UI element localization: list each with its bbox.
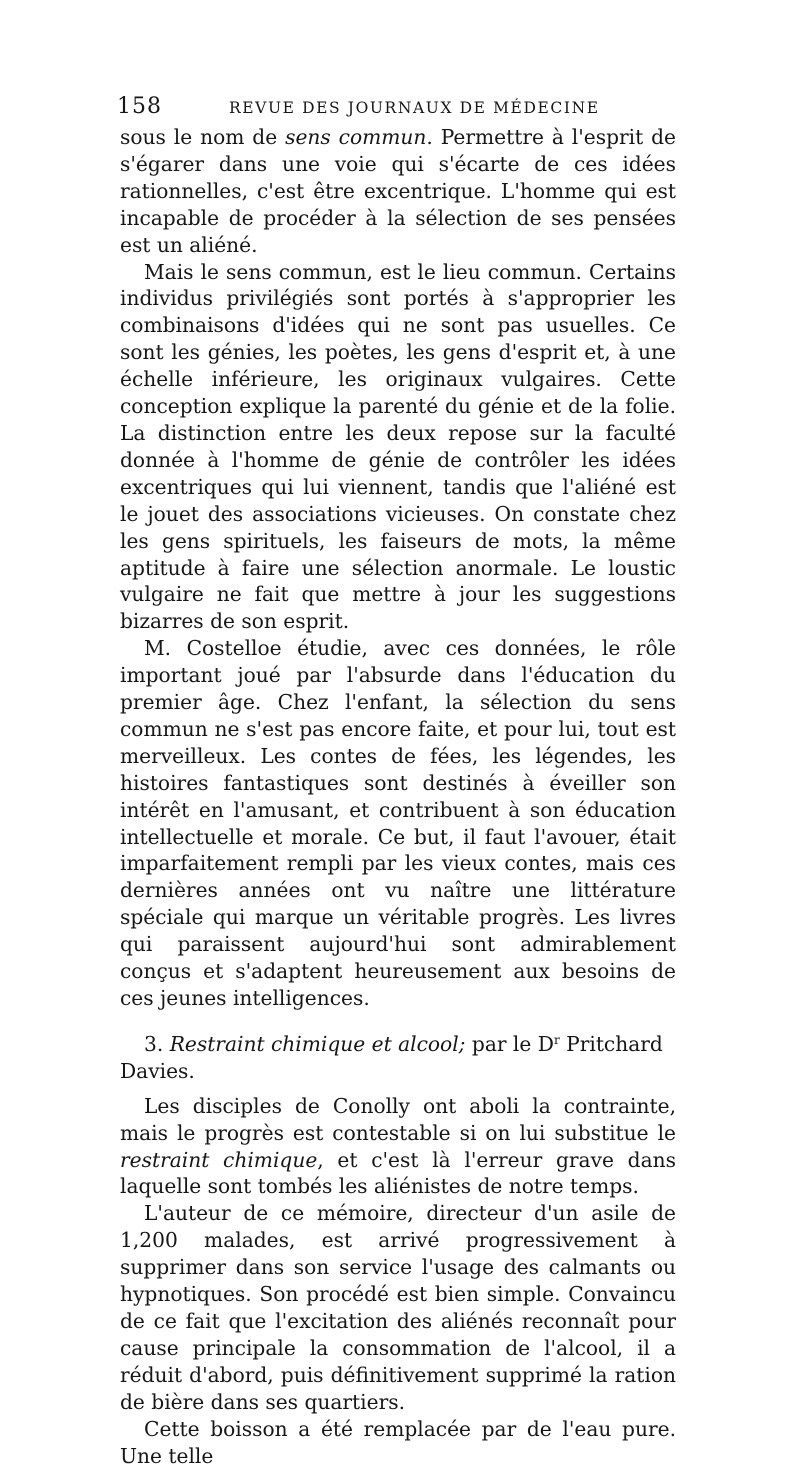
paragraph-1-emphasis: sens commun	[285, 125, 427, 149]
paragraph-2: Mais le sens commun, est le lieu commun. Certains individus privilégiés sont portés à s'approprier les combinaisons d'idées qui ne sont pas usuelles. Ce sont les génies, les poètes, les gens d'esprit et, à une échelle inférieure, les originaux vulgaires. Cette conception explique la parenté du génie et de la folie. La distinction entre les deux repose sur la faculté donnée à l'homme de génie de contrôler les idées excentriques qui lui viennent, tandis que l'aliéné est le jouet des associations vicieuses. On constate chez les gens spirituels, les faiseurs de mots, la même aptitude à faire une sélection anormale. Le loustic vulgaire ne fait que mettre à jour les suggestions bizarres de son esprit.	[120, 259, 676, 634]
paragraph-3: M. Costelloe étudie, avec ces données, le rôle important joué par l'absurde dans l'éducation du premier âge. Chez l'enfant, la sélection du sens commun ne s'est pas encore faite, et pour lui, tout est merveilleux. Les contes de fées, les légendes, les histoires fantastiques sont destinés à éveiller son intérêt en l'amusant, et contribuent à son éducation intellectuelle et morale. Ce but, il faut l'avouer, était imparfaitement rempli par les vieux contes, mais ces dernières années ont vu naître une littérature spéciale qui marque un véritable progrès. Les livres qui paraissent aujourd'hui sont admirablement conçus et s'adaptent heureusement aux besoins de ces jeunes intelligences.	[120, 636, 676, 1010]
section-author: Pritchard Davies.	[120, 1031, 663, 1083]
paragraph-1	[120, 124, 676, 259]
paragraph-4-emphasis: restraint chimique	[120, 1147, 318, 1172]
paragraph-4-text-b: , et c'est là l'erreur grave dans laquelle sont tombés les aliénistes de notre temps.	[120, 1147, 676, 1199]
paragraph-5: L'auteur de ce mémoire, directeur d'un asile de 1,200 malades, est arrivé progressivement à supprimer dans son service l'usage des calmants ou hypnotiques. Son procédé est bien simple. Convaincu de ce fait que l'excitation des aliénés reconnaît pour cause principale la consommation de l'alcool, il a réduit d'abord, puis définitivement supprimé la ration de bière dans ses quartiers.	[120, 1201, 676, 1414]
paragraph-4-text-a: Les disciples de Conolly ont aboli la contrainte, mais le progrès est contestable si on lui substitue le	[120, 1093, 676, 1145]
section-heading	[120, 1027, 676, 1085]
page-header	[117, 94, 677, 124]
paragraph-1-text-a: sous le nom de	[120, 125, 286, 149]
paragraph-6: Cette boisson a été remplacée par de l'eau pure. Une telle	[120, 1416, 676, 1468]
body-text	[120, 124, 676, 1469]
page-number: 158	[117, 94, 162, 119]
section-title: Restraint chimique et alcool;	[169, 1031, 466, 1056]
section-byline: par le D	[471, 1031, 554, 1056]
paragraph-4	[120, 1093, 676, 1201]
section-number: 3.	[144, 1031, 164, 1056]
paragraph-1-text-b: . Permettre à l'esprit de s'égarer dans une voie qui s'écarte de ces idées rationnelles, c'est être excentrique. L'homme qui est incapable de procéder à la sélection de ses pensées est un aliéné.	[120, 125, 676, 257]
section-byline-sup: r	[553, 1032, 560, 1047]
running-title: REVUE DES JOURNAUX DE MÉDECINE	[229, 99, 600, 117]
